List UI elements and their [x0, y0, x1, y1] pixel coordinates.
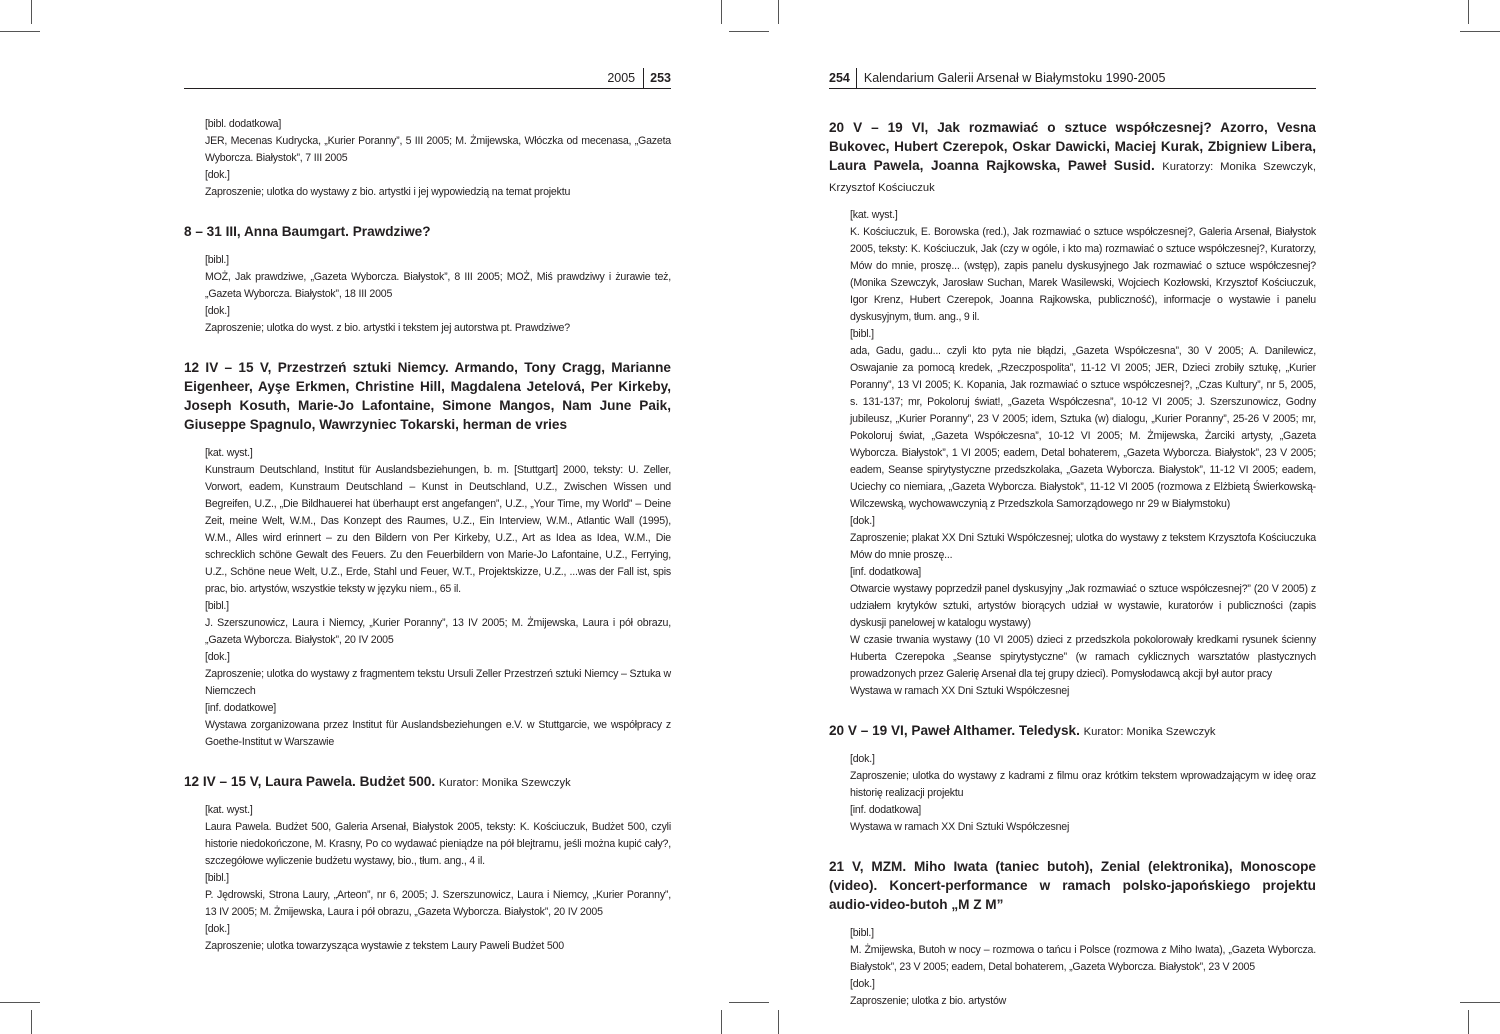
entry-title: 12 IV – 15 V, Laura Pawela. Budżet 500. Kurator: Monika Szewczyk	[184, 774, 571, 789]
crop-mark	[721, 0, 722, 24]
paragraph: [kat. wyst.]	[205, 804, 253, 816]
entry-title: 21 V, MZM. Miho Iwata (taniec butoh), Zenial (elektronika), Monoscope (video). Koncert-performance w ramach polsko-japońskiego projektu audio-video-butoh „M Z M”	[829, 859, 1316, 912]
left-page	[184, 68, 671, 976]
running-head-year: 2005	[607, 71, 636, 85]
paragraph: Wystawa w ramach XX Dni Sztuki Współczesnej	[850, 821, 1070, 833]
crop-mark	[1468, 1010, 1469, 1034]
paragraph: Zaproszenie; ulotka do wystawy z bio. artystki i jej wypowiedzią na temat projektu	[205, 186, 571, 198]
paragraph: [bibl.]	[205, 872, 229, 884]
paragraph: [kat. wyst.]	[205, 447, 253, 459]
paragraph: Zaproszenie; ulotka z bio. artystów	[850, 995, 1007, 1007]
paragraph: Zaproszenie; plakat XX Dni Sztuki Współczesnej; ulotka do wystawy z tekstem Krzysztofa Kościuczuka Mów do mnie proszę...	[850, 532, 1316, 561]
paragraph: M. Żmijewska, Butoh w nocy – rozmowa o tańcu i Polsce (rozmowa z Miho Iwata), „Gazeta Wyborcza. Białystok”, 23 V 2005; eadem, Detal bohaterem, „Gazeta Wyborcza. Białystok”, 23 V 2005	[850, 944, 1316, 973]
paragraph: Kunstraum Deutschland, Institut für Auslandsbeziehungen, b. m. [Stuttgart] 2000, teksty: U. Zeller, Vorwort, eadem, Kunstraum Deutschland – Kunst in Deutschland, U.Z., Zwischen Wissen und Begreifen, U.Z., „Die Bildhauerei hat überhaupt erst angefangen”, U.Z., „Your Time, my World” – Deine Zeit, meine Welt, W.M., Das Konzept des Raumes, U.Z., Ein Interview, W.M., Atlantic Wall (1995), W.M., Alles wird erinnert – zu den Bildern von Per Kirkeby, U.Z., Art as Idea as Idea, W.M., Die schrecklich schöne Gewalt des Feuers. Zu den Feuerbildern von Marie-Jo Lafontaine, U.Z., Ferrying, U.Z., Schöne neue Welt, U.Z., Erde, Stahl und Feuer, W.T., Projektskizze, U.Z., ...was der Fall ist, spis prac, bio. artystów, wszystkie teksty w języku niem., 65 il.	[205, 464, 671, 595]
running-head	[829, 68, 1316, 89]
crop-mark	[0, 31, 40, 32]
page-content	[829, 118, 1316, 1010]
entry-title: 8 – 31 III, Anna Baumgart. Prawdziwe?	[184, 224, 431, 239]
page-number: 254	[829, 68, 857, 88]
paragraph: [dok.]	[850, 978, 875, 990]
page-number: 253	[643, 68, 671, 88]
paragraph: [dok.]	[205, 169, 230, 181]
crop-mark	[0, 1002, 40, 1003]
paragraph: P. Jędrowski, Strona Laury, „Arteon”, nr 6, 2005; J. Szerszunowicz, Laura i Niemcy, „Kurier Poranny”, 13 IV 2005; M. Żmijewska, Laura i pół obrazu, „Gazeta Wyborcza. Białystok”, 20 IV 2005	[205, 889, 671, 918]
page-content	[184, 116, 671, 955]
paragraph: [kat. wyst.]	[850, 209, 898, 221]
paragraph: Otwarcie wystawy poprzedził panel dyskusyjny „Jak rozmawiać o sztuce współczesnej?” (20 V 2005) z udziałem krytyków sztuki, artystów biorących udział w wystawie, kuratorów i publiczności (zapis dyskusji panelowej w katalogu wystawy)	[850, 583, 1316, 629]
paragraph: J. Szerszunowicz, Laura i Niemcy, „Kurier Poranny”, 13 IV 2005; M. Żmijewska, Laura i pół obrazu, „Gazeta Wyborcza. Białystok”, 20 IV 2005	[205, 617, 671, 646]
paragraph: [dok.]	[850, 515, 875, 527]
paragraph: Wystawa w ramach XX Dni Sztuki Współczesnej	[850, 685, 1070, 697]
paragraph: [inf. dodatkowa]	[850, 804, 922, 816]
exhibition-entry	[829, 857, 1316, 1010]
paragraph: Wystawa zorganizowana przez Institut für Auslandsbeziehungen e.V. w Stuttgarcie, we współpracy z Goethe-Institut w Warszawie	[205, 719, 671, 748]
paragraph: [dok.]	[205, 651, 230, 663]
paragraph: [dok.]	[205, 305, 230, 317]
entry-title: 20 V – 19 VI, Paweł Althamer. Teledysk. Kurator: Monika Szewczyk	[829, 723, 1216, 738]
running-title: Kalendarium Galerii Arsenał w Białymstoku 1990-2005	[863, 71, 1166, 85]
exhibition-entry	[829, 118, 1316, 700]
exhibition-entry	[184, 772, 671, 955]
exhibition-entry	[184, 222, 671, 337]
crop-mark	[729, 31, 769, 32]
paragraph: JER, Mecenas Kudrycka, „Kurier Poranny”, 5 III 2005; M. Żmijewska, Włóczka od mecenasa, „Gazeta Wyborcza. Białystok”, 7 III 2005	[205, 135, 671, 164]
paragraph: [dok.]	[205, 923, 230, 935]
paragraph: Zaproszenie; ulotka towarzysząca wystawie z tekstem Laury Paweli Budżet 500	[205, 940, 564, 952]
intro-block	[184, 116, 671, 201]
entry-title: 12 IV – 15 V, Przestrzeń sztuki Niemcy. Armando, Tony Cragg, Marianne Eigenheer, Ayşe Erkmen, Christine Hill, Magdalena Jetelová, Per Kirkeby, Joseph Kosuth, Marie-Jo Lafontaine, Simone Mangos, Nam June Paik, Giuseppe Spagnulo, Wawrzyniec Tokarski, herman de vries	[184, 360, 671, 432]
crop-mark	[1460, 1002, 1500, 1003]
crop-mark	[778, 1010, 779, 1034]
running-head	[184, 68, 671, 89]
paragraph: [bibl.]	[850, 328, 874, 340]
crop-mark	[31, 1010, 32, 1034]
paragraph: Zaproszenie; ulotka do wystawy z fragmentem tekstu Ursuli Zeller Przestrzeń sztuki Niemcy – Sztuka w Niemczech	[205, 668, 671, 697]
paragraph: Zaproszenie; ulotka do wystawy z kadrami z filmu oraz krótkim tekstem wprowadzającym w ideę oraz historię realizacji projektu	[850, 770, 1316, 799]
paragraph: MOŻ, Jak prawdziwe, „Gazeta Wyborcza. Białystok”, 8 III 2005; MOŻ, Miś prawdziwy i żurawie też, „Gazeta Wyborcza. Białystok”, 18 III 2005	[205, 271, 671, 300]
paragraph: [inf. dodatkowe]	[205, 702, 277, 714]
paragraph: [dok.]	[850, 753, 875, 765]
crop-mark	[721, 1010, 722, 1034]
paragraph: ada, Gadu, gadu... czyli kto pyta nie błądzi, „Gazeta Współczesna”, 30 V 2005; A. Danilewicz, Oswajanie za pomocą kredek, „Rzeczpospolita”, 11-12 VI 2005; JER, Dzieci zrobiły sztukę, „Kurier Poranny”, 13 VI 2005; K. Kopania, Jak rozmawiać o sztuce współczesnej?, „Czas Kultury”, nr 5, 2005, s. 131-137; mr, Pokoloruj świat!, „Gazeta Współczesna”, 10-12 VI 2005; J. Szerszunowicz, Godny jubileusz, „Kurier Poranny”, 23 V 2005; idem, Sztuka (w) dialogu, „Kurier Poranny”, 25-26 V 2005; mr, Pokoloruj świat, „Gazeta Współczesna”, 10-12 VI 2005; M. Żmijewska, Żarciki artysty, „Gazeta Wyborcza. Białystok”, 1 VI 2005; eadem, Detal bohaterem, „Gazeta Wyborcza. Białystok”, 23 V 2005; eadem, Seanse spirytystyczne przedszkolaka, „Gazeta Wyborcza. Białystok”, 11-12 VI 2005; eadem, Uciechy co niemiara, „Gazeta Wyborcza. Białystok”, 11-12 VI 2005 (rozmowa z Elżbietą Świerkowską-Wilczewską, wychowawczynią z Przedszkola Samorządowego nr 29 w Białymstoku)	[850, 345, 1316, 510]
paragraph: [inf. dodatkowa]	[850, 566, 922, 578]
paragraph: [bibl.]	[205, 600, 229, 612]
crop-mark	[1468, 0, 1469, 24]
exhibition-entry	[184, 358, 671, 751]
exhibition-entry	[829, 721, 1316, 836]
crop-mark	[1460, 31, 1500, 32]
crop-mark	[31, 0, 32, 24]
paragraph: Laura Pawela. Budżet 500, Galeria Arsenał, Białystok 2005, teksty: K. Kościuczuk, Budżet 500, czyli historie niedokończone, M. Krasny, Po co wydawać pieniądze na pół blejtramu, jeśli można kupić cały?, szczegółowe wyliczenie budżetu wystawy, bio., tłum. ang., 4 il.	[205, 821, 671, 867]
paragraph: K. Kościuczuk, E. Borowska (red.), Jak rozmawiać o sztuce współczesnej?, Galeria Arsenał, Białystok 2005, teksty: K. Kościuczuk, Jak (czy w ogóle, i kto ma) rozmawiać o sztuce współczesnej?, Kuratorzy, Mów do mnie, proszę... (wstęp), zapis panelu dyskusyjnego Jak rozmawiać o sztuce współczesnej? (Monika Szewczyk, Jarosław Suchan, Marek Wasilewski, Wojciech Kozłowski, Krzysztof Kościuczuk, Igor Krenz, Hubert Czerepok, Joanna Rajkowska, publiczność), informacje o wystawie i panelu dyskusyjnym, tłum. ang., 9 il.	[850, 226, 1316, 323]
crop-mark	[778, 0, 779, 24]
paragraph: Zaproszenie; ulotka do wyst. z bio. artystki i tekstem jej autorstwa pt. Prawdziwe?	[205, 322, 570, 334]
entry-title: 20 V – 19 VI, Jak rozmawiać o sztuce współczesnej? Azorro, Vesna Bukovec, Hubert Czerepok, Oskar Dawicki, Maciej Kurak, Zbigniew Libera, Laura Pawela, Joanna Rajkowska, Paweł Susid. Kuratorzy: Monika Szewczyk, Krzysztof Kościuczuk	[829, 120, 1316, 194]
paragraph: [bibl.]	[850, 927, 874, 939]
paragraph: W czasie trwania wystawy (10 VI 2005) dzieci z przedszkola pokolorowały kredkami rysunek ścienny Huberta Czerepoka „Seanse spirytystyczne” (w ramach cyklicznych warsztatów plastycznych prowadzonych przez Galerię Arsenał dla tej grupy dzieci). Pomysłodawcą akcji był autor pracy	[850, 634, 1316, 680]
right-page	[829, 68, 1316, 1031]
paragraph: [bibl.]	[205, 254, 229, 266]
paragraph: [bibl. dodatkowa]	[205, 118, 282, 130]
crop-mark	[729, 1002, 769, 1003]
